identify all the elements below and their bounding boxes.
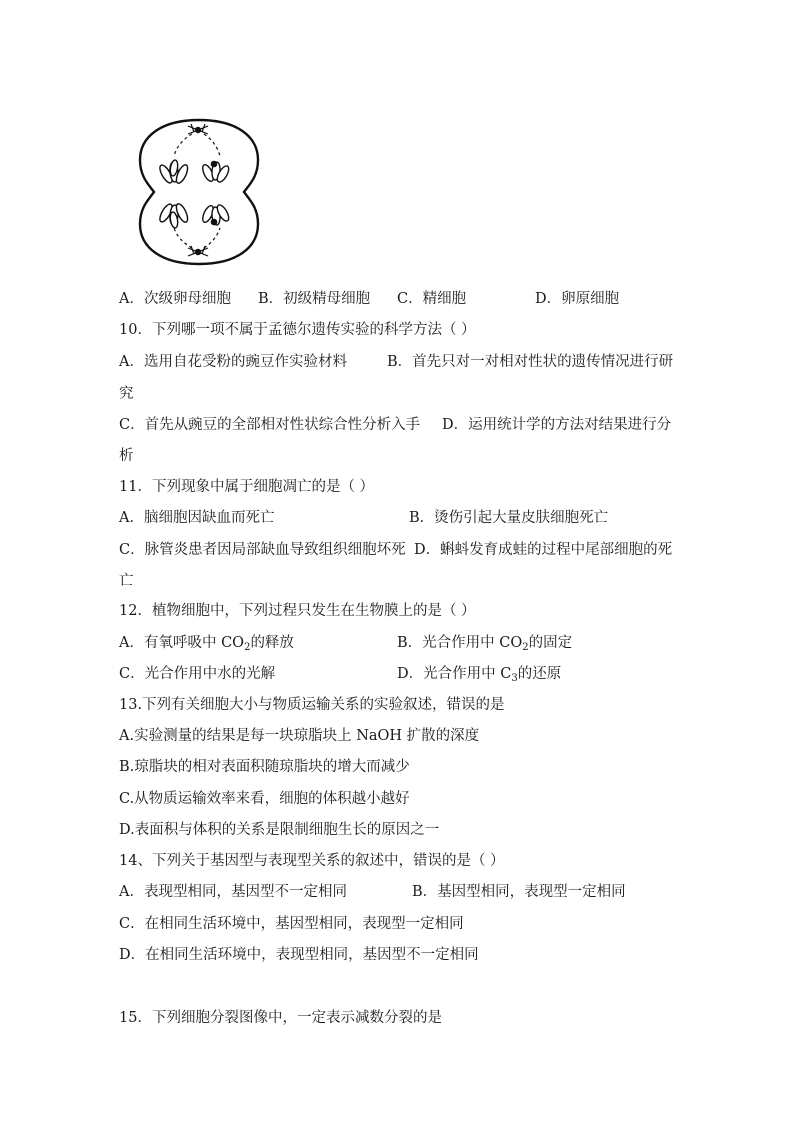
q10-option-d-cont: 析 xyxy=(119,448,134,464)
q11-option-b[interactable]: B．烫伤引起大量皮肤细胞死亡 xyxy=(409,510,609,526)
q12-option-a[interactable]: A．有氧呼吸中 $CO_2$的释放 xyxy=(119,635,294,653)
q14-option-d[interactable]: D．在相同生活环境中，表现型相同，基因型不一定相同 xyxy=(119,947,479,963)
q10-option-c[interactable]: C．首先从豌豆的全部相对性状综合性分析入手 xyxy=(119,417,421,433)
q12-stem: 12．植物细胞中，下列过程只发生在生物膜上的是（ ） xyxy=(119,603,476,619)
q10-option-b-cont: 究 xyxy=(119,386,134,402)
q14-option-a[interactable]: A．表现型相同，基因型不一定相同 xyxy=(119,884,347,900)
q13-option-b[interactable]: B.琼脂块的相对表面积随琼脂块的增大而减少 xyxy=(119,759,410,775)
q12-option-b[interactable]: B．光合作用中 $CO_2$的固定 xyxy=(397,635,573,653)
q10-option-a[interactable]: A．选用自花受粉的豌豆作实验材料 xyxy=(119,354,347,370)
q9-option-b[interactable]: B．初级精母细胞 xyxy=(258,291,371,307)
q13-option-d[interactable]: D.表面积与体积的关系是限制细胞生长的原因之一 xyxy=(119,822,440,838)
q11-option-c[interactable]: C．脉管炎患者因局部缺血导致组织细胞坏死 xyxy=(119,542,406,558)
q11-option-d-cont: 亡 xyxy=(119,573,134,589)
q13-option-c[interactable]: C.从物质运输效率来看，细胞的体积越小越好 xyxy=(119,791,410,807)
q9-option-d[interactable]: D．卵原细胞 xyxy=(535,291,620,307)
q10-stem: 10．下列哪一项不属于孟德尔遗传实验的科学方法（ ） xyxy=(119,322,476,338)
q9-option-a[interactable]: A．次级卵母细胞 xyxy=(119,291,231,307)
q11-option-d[interactable]: D．蝌蚪发育成蛙的过程中尾部细胞的死 xyxy=(414,542,673,558)
q14-option-c[interactable]: C．在相同生活环境中，基因型相同，表现型一定相同 xyxy=(119,916,464,932)
cell-division-diagram-icon xyxy=(134,116,264,268)
q12-option-c[interactable]: C．光合作用中水的光解 xyxy=(119,666,276,682)
q14-stem: 14、下列关于基因型与表现型关系的叙述中，错误的是（ ） xyxy=(119,853,505,869)
q11-stem: 11．下列现象中属于细胞凋亡的是（ ） xyxy=(119,479,375,495)
q15-stem: 15．下列细胞分裂图像中，一定表示减数分裂的是 xyxy=(119,1010,442,1026)
q13-option-a[interactable]: A.实验测量的结果是每一块琼脂块上 NaOH 扩散的深度 xyxy=(119,728,480,744)
q9-option-c[interactable]: C．精细胞 xyxy=(397,291,467,307)
q10-option-d[interactable]: D．运用统计学的方法对结果进行分 xyxy=(442,417,672,433)
q12-option-d[interactable]: D．光合作用中 $C_3$的还原 xyxy=(397,666,562,684)
q10-option-b[interactable]: B．首先只对一对相对性状的遗传情况进行研 xyxy=(387,354,674,370)
q13-stem: 13.下列有关细胞大小与物质运输关系的实验叙述，错误的是 xyxy=(119,697,505,713)
q14-option-b[interactable]: B．基因型相同，表现型一定相同 xyxy=(412,884,626,900)
q11-option-a[interactable]: A．脑细胞因缺血而死亡 xyxy=(119,510,275,526)
